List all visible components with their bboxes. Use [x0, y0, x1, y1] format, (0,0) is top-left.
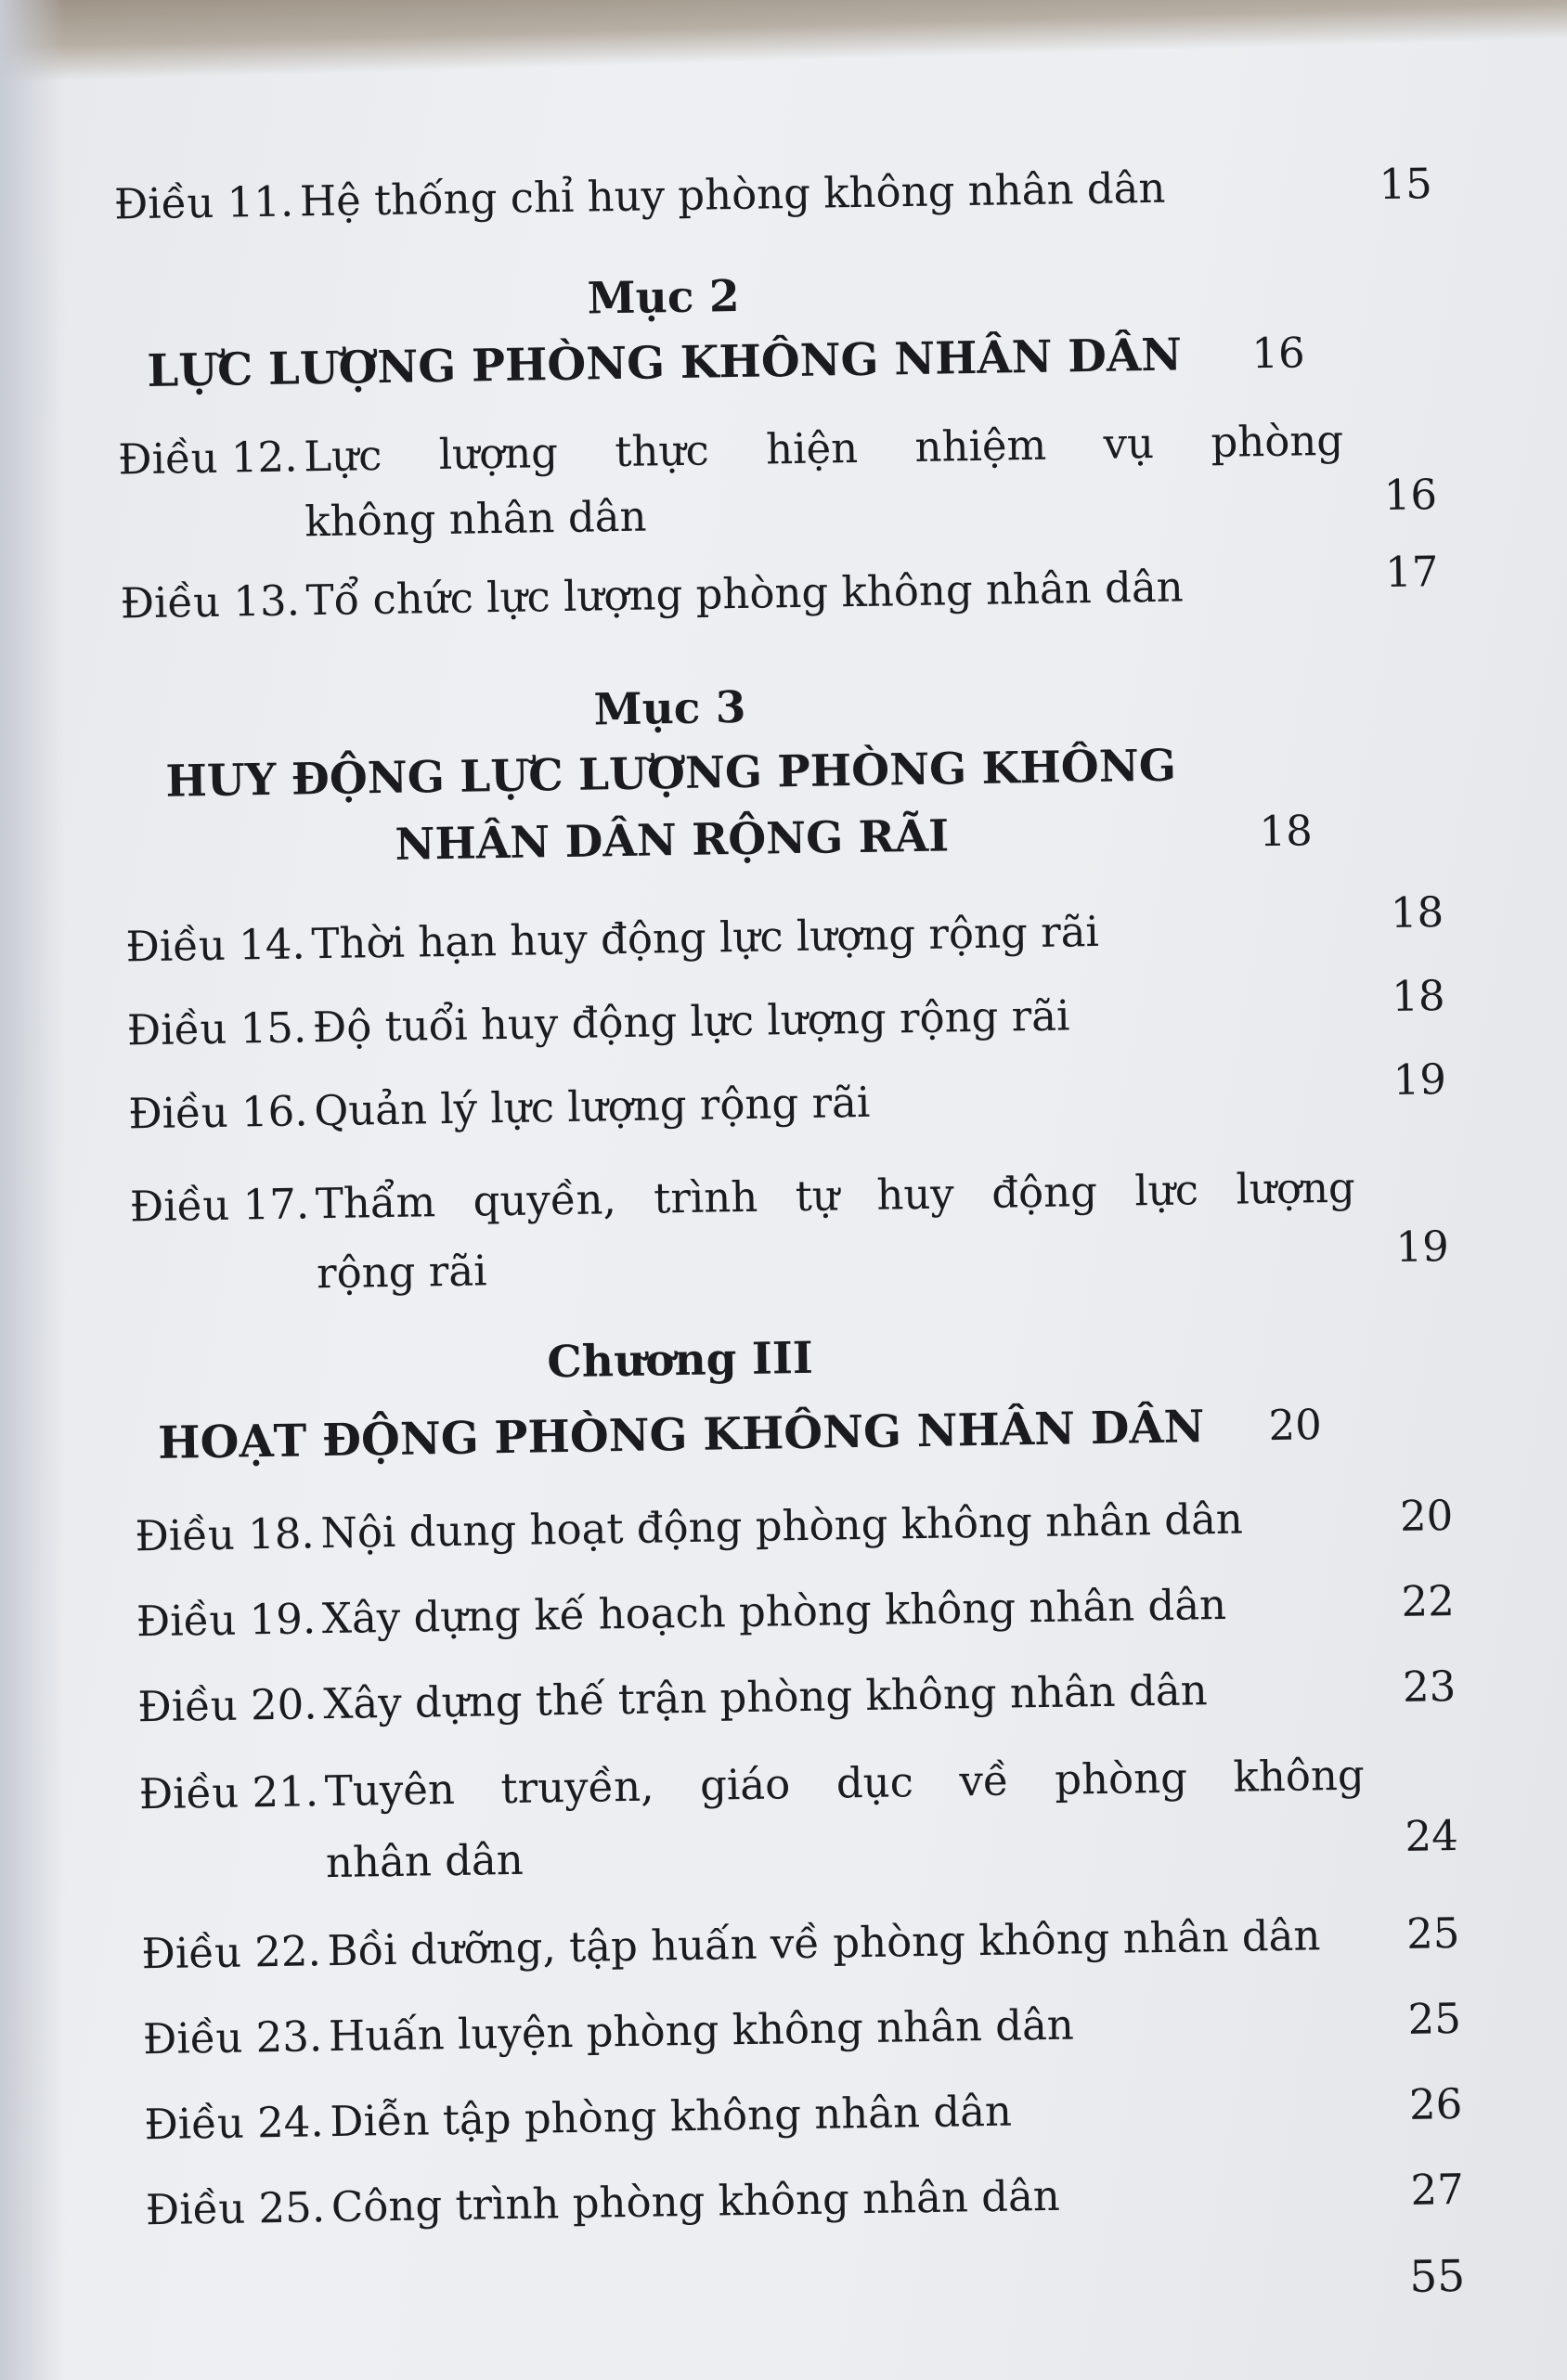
page-number: 27	[1410, 2164, 1465, 2215]
page-number: 23	[1402, 1662, 1457, 1712]
article-title-line-2: nhân dân	[325, 1834, 524, 1888]
article-title-line-2: không nhân dân	[304, 491, 647, 547]
page-number: 17	[1384, 547, 1439, 598]
article-number: Điều 24.	[144, 2097, 325, 2150]
page-number: 19	[1395, 1222, 1450, 1272]
article-number: Điều 23.	[142, 2011, 323, 2064]
page-number: 16	[1250, 328, 1306, 379]
article-title-line-1: Lực lượng thực hiện nhiệm vụ phòng	[303, 415, 1344, 482]
section-title-text: LỰC LƯỢNG PHÒNG KHÔNG NHÂN DÂN	[147, 329, 1183, 397]
section-title-huy-dong-line-2	[123, 791, 1314, 892]
page-number: 26	[1408, 2078, 1463, 2129]
section-heading-muc-3: Mục 3	[593, 681, 746, 736]
article-title: Thời hạn huy động lực lượng rộng rãi	[311, 906, 1100, 969]
page-number: 18	[1390, 887, 1444, 938]
page-number: 20	[1268, 1400, 1323, 1451]
article-number: Điều 22.	[141, 1926, 322, 1979]
toc-entry-dieu-25	[145, 2148, 1465, 2252]
article-number: Điều 20.	[136, 1679, 318, 1732]
page-number: 18	[1259, 806, 1314, 857]
page-number: 15	[1379, 159, 1433, 210]
article-title-line-1: Tuyên truyền, giáo dục về phòng không	[324, 1750, 1366, 1817]
section-title-luc-luong	[116, 313, 1306, 414]
article-number: Điều 25.	[145, 2182, 326, 2235]
page-number: 25	[1407, 1993, 1462, 2044]
page-number: 16	[1383, 470, 1438, 521]
article-number: Điều 15.	[126, 1002, 307, 1055]
toc-entry-dieu-20	[136, 1645, 1457, 1749]
article-title: Công trình phòng không nhân dân	[330, 2170, 1061, 2232]
page-number: 24	[1405, 1810, 1459, 1861]
article-number: Điều 16.	[127, 1086, 308, 1139]
section-title-text: NHÂN DÂN RỘNG RÃI	[395, 810, 950, 871]
article-title: Huấn luyện phòng không nhân dân	[328, 1999, 1075, 2062]
page-number: 25	[1405, 1908, 1460, 1959]
article-number: Điều 21.	[138, 1766, 319, 1819]
article-number: Điều 14.	[125, 919, 306, 972]
article-title: Xây dựng thế trận phòng không nhân dân	[322, 1665, 1209, 1729]
article-title: Độ tuổi huy động lực lượng rộng rãi	[312, 990, 1070, 1053]
article-number: Điều 18.	[135, 1508, 316, 1561]
article-title: Hệ thống chỉ huy phòng không nhân dân	[299, 162, 1166, 226]
article-title: Tổ chức lực lượng phòng không nhân dân	[305, 562, 1185, 626]
article-number: Điều 11.	[113, 176, 294, 229]
page-number: 20	[1399, 1491, 1454, 1541]
section-title-huy-dong-line-1: HUY ĐỘNG LỰC LƯỢNG PHÒNG KHÔNG	[165, 740, 1177, 808]
article-number: Điều 19.	[136, 1594, 317, 1647]
article-title: Xây dựng kế hoạch phòng không nhân dân	[321, 1579, 1227, 1644]
article-number: Điều 13.	[120, 576, 301, 628]
folio-page-number: 55	[1408, 2250, 1466, 2303]
section-heading-muc-2: Mục 2	[587, 270, 740, 325]
chapter-heading-chuong-iii: Chương III	[546, 1332, 814, 1389]
article-title: Diễn tập phòng không nhân dân	[330, 2086, 1013, 2147]
article-title: Quản lý lực lượng rộng rãi	[313, 1077, 871, 1136]
page-number: 18	[1391, 971, 1445, 1021]
page-number: 22	[1401, 1576, 1456, 1626]
article-title-line-2: rộng rãi	[316, 1246, 487, 1299]
section-title-text: HOẠT ĐỘNG PHÒNG KHÔNG NHÂN DÂN	[157, 1401, 1205, 1469]
article-number: Điều 12.	[117, 432, 298, 485]
chapter-title-hoat-dong	[133, 1385, 1323, 1486]
article-number: Điều 17.	[129, 1179, 310, 1232]
article-title-line-1: Thẩm quyền, trình tự huy động lực lượng	[315, 1162, 1356, 1229]
toc-entry-dieu-11	[113, 143, 1433, 247]
article-title: Bồi dưỡng, tập huấn về phòng không nhân dân	[327, 1910, 1321, 1976]
page-number: 19	[1392, 1054, 1447, 1105]
article-title: Nội dung hoạt động phòng không nhân dân	[320, 1494, 1244, 1559]
